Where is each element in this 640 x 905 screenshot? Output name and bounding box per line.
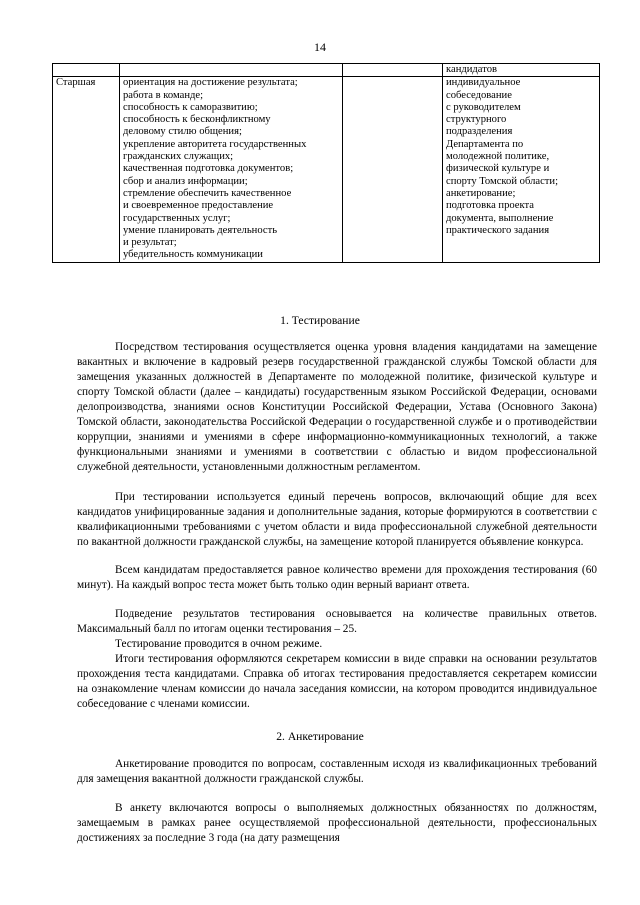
- table-row: [53, 64, 600, 77]
- paragraph: Анкетирование проводится по вопросам, составленным исходя из квалификационных требований для замещения вакантной должности гражданской службы.: [77, 758, 597, 785]
- section-heading-questionnaire: 2. Анкетирование: [276, 730, 364, 743]
- page-number: 14: [314, 40, 326, 54]
- table-cell-level: [53, 77, 120, 262]
- competency-line: укрепление авторитета государственных: [123, 138, 307, 150]
- competency-line: способность к бесконфликтному: [123, 114, 271, 126]
- method-line: спорту Томской области;: [446, 175, 559, 187]
- competency-line: деловому стилю общения;: [123, 126, 242, 138]
- method-line: с руководителем: [446, 101, 521, 113]
- competency-line: работа в команде;: [123, 89, 204, 101]
- competency-line: и результат;: [123, 237, 177, 249]
- paragraph: Подведение результатов тестирования основывается на количестве правильных ответов. Максимальный балл по итогам оценки тестирования – 25.: [77, 608, 597, 635]
- table-cell: [120, 64, 343, 77]
- method-line: молодежной политике,: [446, 151, 550, 163]
- table-cell-methods: [443, 77, 600, 262]
- level-label: Старшая: [56, 77, 96, 89]
- table-cell: [343, 64, 443, 77]
- paragraph: Посредством тестирования осуществляется оценка уровня владения кандидатами на замещение вакантных и включение в кадровый резерв государственной гражданской службы Томской области для замещения указанных должностей в Департаменте по молодежной политике, физической культуре и спорту Томской области (далее – кандидаты) государственным языком Российской Федерации, основами делопроизводства, знаниями основ Конституции Российской Федерации, Устава (Основного Закона) Томской области, законодательства Российской Федерации о государственной службе и о противодействии коррупции, знаниями и умениями в сфере информационно-коммуникационных технологий, а также функциональными знаниями и умениями в соответствии с областью и видом профессиональной служебной деятельности, установленными должностным регламентом.: [77, 341, 597, 473]
- paragraph: Тестирование проводится в очном режиме.: [115, 638, 323, 650]
- method-line: структурного: [446, 114, 507, 126]
- section-heading-testing: 1. Тестирование: [280, 314, 360, 327]
- method-line: собеседование: [446, 89, 512, 101]
- method-line: индивидуальное: [446, 77, 521, 89]
- competency-line: сбор и анализ информации;: [123, 175, 248, 187]
- competency-line: способность к саморазвитию;: [123, 101, 258, 113]
- competency-line: убедительность коммуникации: [123, 249, 263, 261]
- competency-line: стремление обеспечить качественное: [123, 187, 292, 199]
- method-line: документа, выполнение: [446, 212, 554, 224]
- competency-table: [52, 63, 600, 263]
- paragraph: Всем кандидатам предоставляется равное количество времени для прохождения тестирования (60 минут). На каждый вопрос теста может быть только один верный вариант ответа.: [77, 564, 597, 591]
- competency-line: гражданских служащих;: [123, 151, 234, 163]
- table-cell-competencies: [120, 77, 343, 262]
- method-line: подразделения: [446, 126, 513, 138]
- method-line: подготовка проекта: [446, 200, 534, 212]
- paragraph: В анкету включаются вопросы о выполняемых должностных обязанностях по должностям, замещаемым в рамках ранее осуществляемой профессиональной деятельности, профессиональных достижениях за последние 3 года (на дату размещения: [77, 802, 597, 844]
- method-line: анкетирование;: [446, 187, 516, 199]
- competency-line: умение планировать деятельность: [123, 224, 278, 236]
- competency-line: и своевременное предоставление: [123, 200, 274, 212]
- table-cell-empty: [343, 77, 443, 262]
- competency-line: ориентация на достижение результата;: [123, 77, 298, 89]
- table-row: [53, 77, 600, 262]
- method-line: физической культуре и: [446, 163, 550, 175]
- table-cell: кандидатов: [443, 64, 600, 77]
- competency-line: государственных услуг;: [123, 212, 231, 224]
- competency-line: качественная подготовка документов;: [123, 163, 294, 175]
- paragraph: При тестировании используется единый перечень вопросов, включающий общие для всех кандидатов унифицированные задания и дополнительные задания, которые формируются в соответствии с квалификационными требованиями с учетом области и вида профессиональной служебной деятельности по вакантной должности гражданской службы, на замещение которой планируется объявление конкурса.: [77, 491, 597, 548]
- paragraph: Итоги тестирования оформляются секретарем комиссии в виде справки на основании результатов прохождения теста кандидатами. Справка об итогах тестирования предоставляется секретарем комиссии на ознакомление членам комиссии до начала заседания комиссии, на котором проводится индивидуальное собеседование с членами комиссии.: [77, 653, 597, 710]
- table-cell: [53, 64, 120, 77]
- method-line: практического задания: [446, 224, 550, 236]
- method-line: Департамента по: [446, 138, 524, 150]
